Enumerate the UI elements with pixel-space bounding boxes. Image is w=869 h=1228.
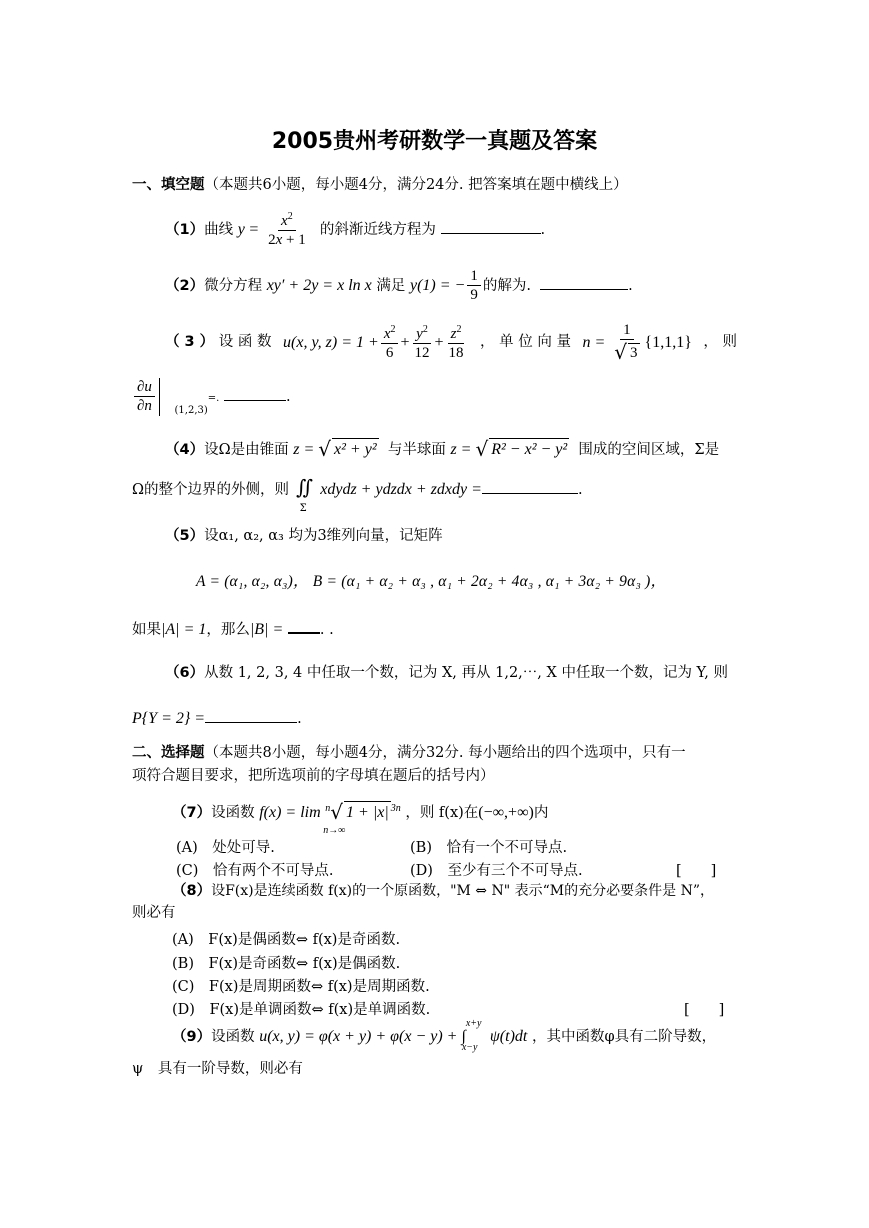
q7-option-b[interactable]: (B) 恰有一个不可导点.: [410, 840, 568, 856]
q4-end: .: [577, 482, 583, 498]
q9-integrand: ψ(t)dt: [489, 1028, 528, 1045]
q9-upper-limit: x+y: [465, 1018, 482, 1029]
q8-option-c[interactable]: (C) F(x)是周期函数⇔ f(x)是周期函数.: [172, 979, 430, 995]
q3-equation: u(x, y, z) = 1 +: [283, 334, 379, 352]
q5-det-b: |B| =: [249, 621, 284, 638]
q4-integral: xdydz + ydzdx + zdxdy =: [320, 481, 482, 498]
q4-sphere: z =: [450, 441, 476, 458]
q3-tail: =.: [207, 393, 220, 404]
q1-text: 曲线: [204, 222, 234, 239]
q7-option-a[interactable]: (A) 处处可导.: [176, 840, 275, 856]
q8-number: （8）: [172, 883, 212, 899]
q4-answer-blank[interactable]: [482, 492, 578, 494]
q7-function: f(x) = lim: [259, 804, 321, 821]
q4-cone-radicand: x² + y²: [332, 438, 379, 461]
q2-answer-blank[interactable]: [540, 288, 628, 290]
q7-post: ，则 f(x)在: [405, 805, 479, 821]
q4-text: 设Ω是由锥面: [204, 442, 289, 458]
q2-post: 的解为.: [482, 278, 531, 295]
q5-matrix-line: [196, 572, 737, 593]
q4-number: （4）: [165, 442, 205, 458]
question-2: [165, 268, 633, 304]
q9-text: 设函数: [211, 1029, 255, 1045]
question-1: （1）曲线 y = $\frac{x^2}{2x + 1}$ 的斜渐近线方程为 .: [165, 211, 546, 249]
q8-option-b[interactable]: (B) F(x)是奇函数⇔ f(x)是偶函数.: [172, 956, 401, 972]
q5-matrices: A = (α₁, α₂, α₃)， B = (α₁ + α₂ + α₃ , α₁ + 2α₂ + 4α₃ , α₁ + 3α₂ + 9α₃ )，: [196, 573, 667, 590]
section2-heading: 二、选择题: [132, 745, 205, 761]
q9-function: u(x, y) = φ(x + y) + φ(x − y) + ∫: [259, 1028, 466, 1045]
page-title: 2005贵州考研数学一真题及答案: [271, 129, 598, 154]
q6-probability: P{Y = 2} =: [132, 710, 206, 727]
q4-cone: z =: [293, 441, 319, 458]
q3-end: .: [285, 389, 291, 405]
q9-number: （9）: [172, 1029, 212, 1045]
question-4: （4）设Ω是由锥面 z = √ x² + y² 与半球面 z = √ R² − x² − y² 围成的空间区域，Σ是: [165, 437, 720, 461]
section2-note-2: 项符合题目要求，把所选项前的字母填在题后的括号内）: [132, 768, 495, 784]
q4-integral-line: Ω的整个边界的外侧，则 ∬ Σ xdydz + ydzdx + zdxdy = .: [132, 475, 583, 514]
question-5: [165, 527, 443, 547]
section2-note: （本题共8小题，每小题4分，满分32分. 每小题给出的四个选项中，只有一: [204, 745, 686, 761]
q7-radicand: 1 + |x|: [344, 801, 391, 824]
question-6: [165, 664, 728, 684]
q8-answer-bracket[interactable]: [ ]: [684, 1002, 725, 1018]
q3-number: （ 3 ）: [165, 334, 215, 351]
q6-text: 从数 1, 2, 3, 4 中任取一个数，记为 X, 再从 1,2,⋯, X 中任取一个数，记为 Y, 则: [204, 665, 728, 681]
q8-option-d[interactable]: (D) F(x)是单调函数⇔ f(x)是单调函数.: [172, 1002, 431, 1018]
q5-text: 设α₁, α₂, α₃ 均为3维列向量，记矩阵: [204, 528, 443, 544]
q7-option-d[interactable]: (D) 至少有三个不可导点.: [410, 863, 583, 879]
section1-header: [132, 176, 628, 196]
q7-exponent: 3n: [390, 803, 401, 815]
q5-then: ，那么: [206, 622, 250, 638]
q6-answer-blank[interactable]: [205, 721, 297, 723]
q9-text-2: ψ 具有一阶导数，则必有: [132, 1061, 303, 1077]
q2-end: .: [628, 278, 633, 295]
q4-text-2: Ω的整个边界的外侧，则: [132, 482, 290, 498]
q3-vector: n =: [582, 334, 610, 352]
q1-end: .: [540, 222, 546, 239]
q7-answer-bracket[interactable]: [ ]: [676, 863, 717, 879]
q6-number: （6）: [165, 665, 205, 681]
q1-answer-blank[interactable]: [441, 232, 541, 234]
q6-prob-line: [132, 708, 302, 730]
q5-det-a: |A| = 1: [161, 621, 207, 638]
section1-heading: 一、填空题: [132, 177, 205, 193]
question-7: （7）设函数 f(x) = lim n→∞ $^n$√ 1 + |x| $^{3n}$ ，则 f(x)在(−∞,+∞)内: [172, 800, 549, 836]
q2-text: 微分方程: [204, 278, 263, 295]
q3-text: 设 函 数: [218, 334, 272, 351]
q7-number: （7）: [172, 805, 212, 821]
q8-option-a[interactable]: (A) F(x)是偶函数⇔ f(x)是奇函数.: [172, 932, 401, 948]
q7-text: 设函数: [211, 805, 255, 821]
q4-post: 围成的空间区域，Σ是: [578, 442, 720, 458]
q2-fraction: $\frac{1}{9}$: [467, 268, 481, 304]
q5-det-line: [132, 619, 334, 641]
q1-fraction: $\frac{x^2}{2x + 1}$: [268, 211, 306, 249]
q7-limit-sub: n→∞: [323, 825, 346, 836]
q1-text-post: 的斜渐近线方程为: [319, 222, 436, 239]
q4-sphere-radicand: R² − x² − y²: [489, 438, 569, 461]
q2-mid: 满足: [376, 278, 406, 295]
q8-text: 设F(x)是连续函数 f(x)的一个原函数，"M ⇔ N" 表示“M的充分必要条件是 N”，: [211, 883, 714, 899]
section2-header: [132, 744, 686, 764]
q3-derivative-line: $\frac{\partial u}{\partial n}$ $_{(1,2,3)}$=. .: [132, 378, 291, 416]
q7-interval: (−∞,+∞): [478, 804, 534, 821]
q5-if: 如果: [132, 622, 161, 638]
q3-answer-blank[interactable]: [224, 399, 286, 401]
q3-vector-set: {1,1,1}: [644, 334, 692, 352]
q3-mid: ， 单 位 向 量: [480, 334, 571, 351]
q7-root-index: n: [325, 803, 331, 815]
q9-post: ，其中函数φ具有二阶导数，: [531, 1029, 717, 1045]
question-3: （ 3 ） 设 函 数 u(x, y, z) = 1 + $\frac{x^2}{6}$ + $\frac{y^2}{12}$ + $\frac{z^2}{18}$ ， 单 位 向 量 n = $\frac{1}{√ 3}$ {1,1,1} ， 则: [165, 322, 737, 365]
q8-text-2: 则必有: [132, 905, 176, 921]
q9-lower-limit: x−y: [461, 1042, 478, 1053]
question-8: [172, 882, 737, 902]
q1-number: （1）: [165, 222, 205, 239]
question-9: [172, 1018, 717, 1053]
q7-option-c[interactable]: (C) 恰有两个不可导点.: [176, 863, 334, 879]
q3-post: ， 则: [703, 334, 737, 351]
q6-end: .: [297, 711, 302, 727]
q2-condition: y(1) = −: [409, 277, 466, 295]
section1-note: （本题共6小题，每小题4分，满分24分. 把答案填在题中横线上）: [204, 177, 628, 193]
q2-number: （2）: [165, 278, 205, 295]
q4-sigma: Σ: [299, 503, 307, 514]
q5-answer-blank[interactable]: [288, 631, 320, 634]
q5-end: . .: [319, 622, 334, 638]
q7-tail: 内: [533, 805, 549, 821]
q4-mid: 与半球面: [387, 442, 446, 458]
q3-eval-point: (1,2,3): [174, 405, 208, 416]
q5-number: （5）: [165, 528, 205, 544]
q2-equation: xy′ + 2y = x ln x: [266, 277, 372, 295]
